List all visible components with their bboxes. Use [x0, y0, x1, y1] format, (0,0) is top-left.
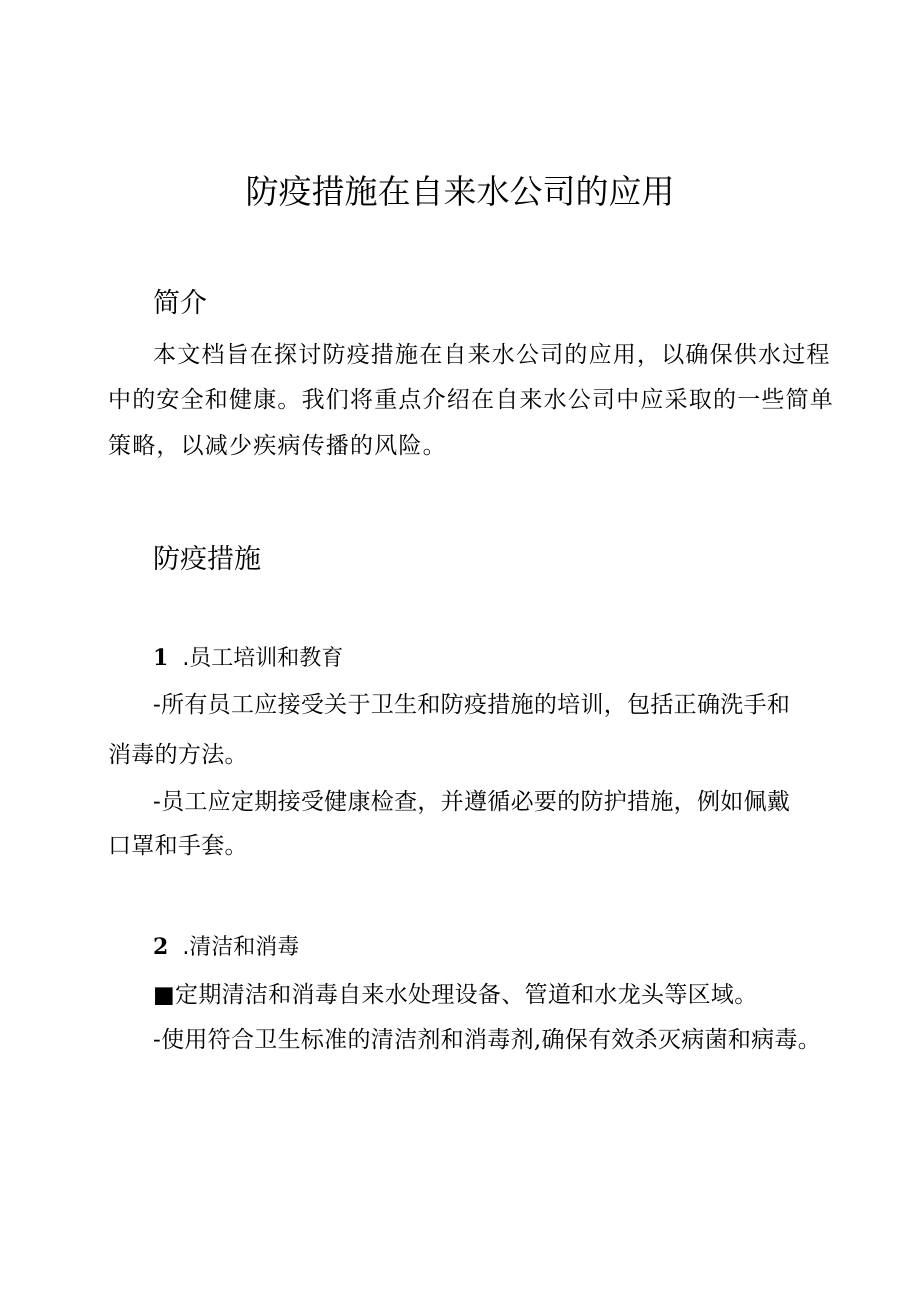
section-1-heading	[153, 641, 343, 676]
section-1-line-2: 消毒的方法。	[108, 742, 248, 768]
section-2-heading	[153, 930, 299, 965]
section-1-line-4: 口罩和手套。	[108, 833, 248, 859]
section-1-number: 1	[153, 645, 169, 671]
measures-heading: 防疫措施	[153, 544, 261, 575]
intro-line-1: 本文档旨在探讨防疫措施在自来水公司的应用，以确保供水过程	[153, 342, 831, 368]
section-1-title: .员工培训和教育	[182, 646, 344, 671]
section-1-line-1: -所有员工应接受关于卫生和防疫措施的培训，包括正确洗手和	[153, 692, 791, 718]
section-2-line-2: -使用符合卫生标准的清洁剂和消毒剂,确保有效杀灭病菌和病毒。	[153, 1027, 822, 1053]
section-1-line-3: -员工应定期接受健康检查，并遵循必要的防护措施，例如佩戴	[153, 789, 791, 815]
intro-heading: 简介	[153, 288, 207, 319]
document-title: 防疫措施在自来水公司的应用	[245, 172, 675, 211]
section-2-line-1: ■定期清洁和消毒自来水处理设备、管道和水龙头等区域。	[153, 982, 758, 1008]
intro-line-2: 中的安全和健康。我们将重点介绍在自来水公司中应采取的一些简单	[108, 387, 834, 413]
intro-line-3: 策略，以减少疾病传播的风险。	[108, 433, 447, 459]
section-2-number: 2	[153, 934, 169, 960]
section-2-title: .清洁和消毒	[182, 935, 300, 960]
